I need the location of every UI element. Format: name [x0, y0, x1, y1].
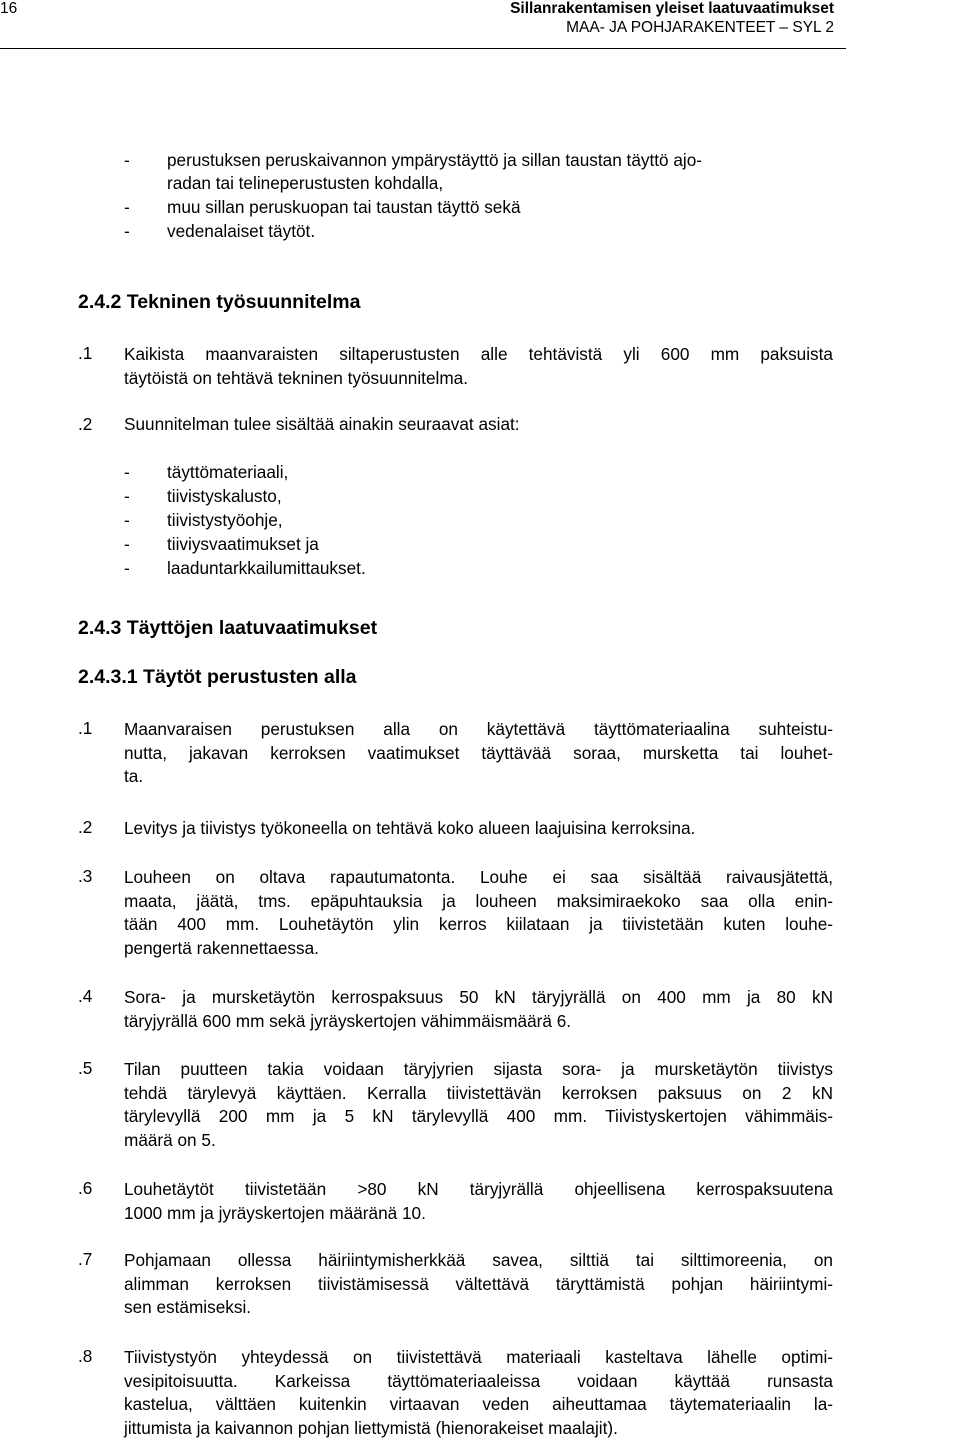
paragraph-2-4-3-1-2: Levitys ja tiivistys työkoneella on tehtävä koko alueen laajuisina kerroksina.: [124, 818, 696, 838]
paragraph-number: .4: [78, 986, 93, 1006]
paragraph-number: .3: [78, 866, 93, 886]
paragraph-2-4-3-1-7: Pohjamaan ollessa häiriintymisherkkää savea, silttiä tai silttimoreenia, on alimman kerroksen tiivistämisessä vältettävä täryttämistä pohjan häiriintymi- sen estämiseksi.: [124, 1250, 833, 1317]
document-subtitle: MAA- JA POHJARAKENTEET – SYL 2: [566, 19, 834, 36]
paragraph-number: .7: [78, 1249, 93, 1269]
page-number: 16: [0, 0, 18, 17]
section-heading-2-4-3-1: 2.4.3.1 Täytöt perustusten alla: [78, 666, 357, 688]
paragraph-number: .2: [78, 414, 93, 434]
paragraph-2-4-3-1-1: Maanvaraisen perustuksen alla on käytettävä täyttömateriaalina suhteistu- nutta, jakavan kerroksen vaatimukset täyttävää soraa, mursketta tai louhet- ta.: [124, 719, 833, 786]
paragraph-number: .8: [78, 1346, 93, 1366]
paragraph-2-4-3-1-8: Tiivistystyön yhteydessä on tiivistettävä materiaali kasteltava lähelle optimi- vesipitoisuutta. Karkeissa täyttömateriaaleissa voidaan käyttää runsasta kastelua, välttäen kuitenkin virtaavan veden aiheuttamaa täytemateriaalin la- jittumista ja kaivannon pohjan liettymistä (hienorakeiset maalajit).: [124, 1347, 833, 1438]
paragraph-2-4-3-1-3: Louheen on oltava rapautumatonta. Louhe ei saa sisältää raivausjätettä, maata, jäätä, tms. epäpuhtauksia ja louheen maksimiraekoko saa olla enin- tään 400 mm. Louhetäytön ylin kerros kiilataan ja tiivistetään kuten louhe- pengertä rakennettaessa.: [124, 867, 833, 958]
paragraph-number: .1: [78, 343, 93, 363]
paragraph-number: .2: [78, 817, 93, 837]
paragraph-2-4-3-1-6: Louhetäytöt tiivistetään >80 kN täryjyrällä ohjeellisena kerrospaksuutena 1000 mm ja jyräyskertojen määränä 10.: [124, 1179, 833, 1223]
paragraph-2-4-2-2: Suunnitelman tulee sisältää ainakin seuraavat asiat:: [124, 414, 520, 434]
header-divider: [0, 48, 846, 49]
section-heading-2-4-3: 2.4.3 Täyttöjen laatuvaatimukset: [78, 617, 378, 639]
paragraph-number: .1: [78, 718, 93, 738]
section-heading-2-4-2: 2.4.2 Tekninen työsuunnitelma: [78, 291, 361, 313]
paragraph-number: .5: [78, 1058, 93, 1078]
paragraph-number: .6: [78, 1178, 93, 1198]
paragraph-2-4-3-1-4: Sora- ja mursketäytön kerrospaksuus 50 kN täryjyrällä on 400 mm ja 80 kN täryjyrällä 600 mm sekä jyräyskertojen vähimmäismäärä 6.: [124, 987, 833, 1031]
paragraph-2-4-2-1: Kaikista maanvaraisten siltaperustusten alle tehtävistä yli 600 mm paksuista täytöistä on tehtävä tekninen työsuunnitelma.: [124, 344, 833, 388]
document-title: Sillanrakentamisen yleiset laatuvaatimukset: [510, 0, 834, 17]
paragraph-2-4-3-1-5: Tilan puutteen takia voidaan täryjyrien sijasta sora- ja mursketäytön tiivistys tehdä tärylevyä käyttäen. Kerralla tiivistettävän kerroksen paksuus on 2 kN tärylevyllä 200 mm ja 5 kN tärylevyllä 400 mm. Tiivistyskertojen vähimmäis- määrä on 5.: [124, 1059, 833, 1150]
